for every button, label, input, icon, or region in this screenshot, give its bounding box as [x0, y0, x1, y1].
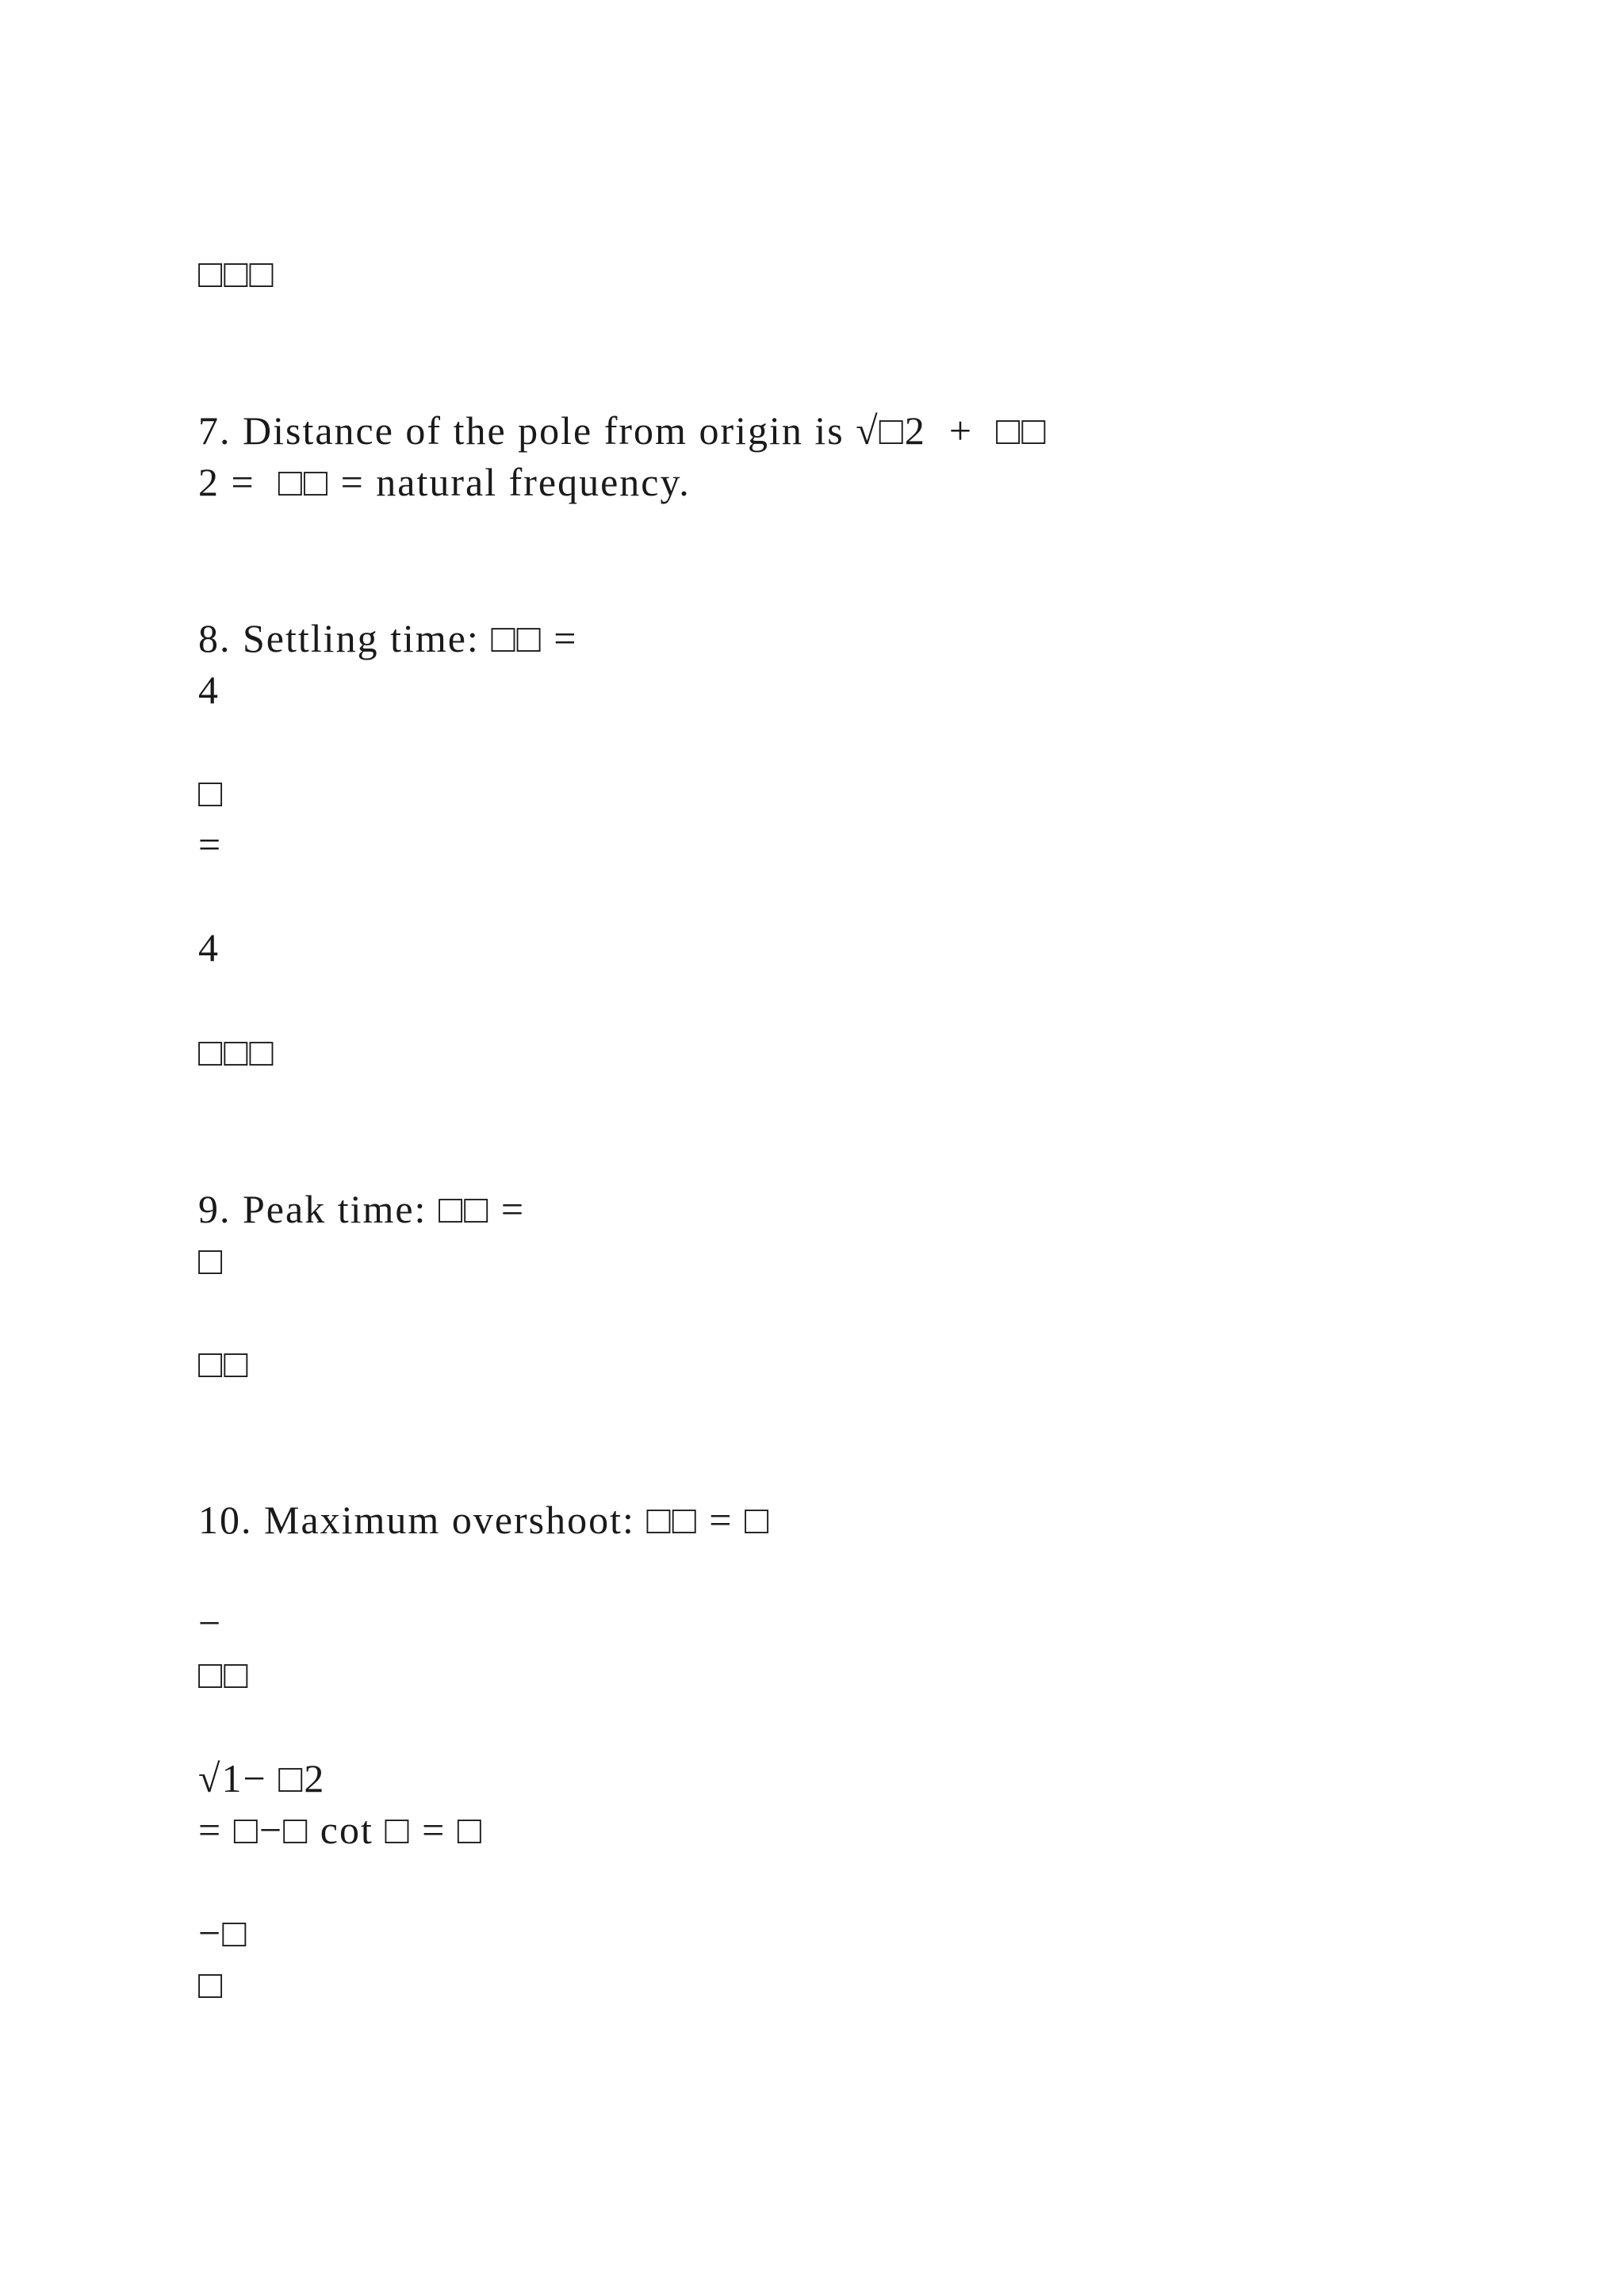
text-line: =: [198, 822, 223, 867]
text-line: □□□: [198, 1030, 275, 1074]
item-10-heading: 10. Maximum overshoot: □□ = □: [198, 1498, 771, 1542]
item-9-heading: 9. Peak time: □□ =: [198, 1187, 526, 1231]
text-line: 4: [198, 668, 220, 712]
item-7-line-2: 2 = □□ = natural frequency.: [198, 460, 691, 504]
text-line: □: [198, 1962, 224, 2007]
text-line: □□: [198, 1341, 250, 1386]
item-7-line-1: 7. Distance of the pole from origin is √□2 + □□: [198, 408, 1048, 453]
text-line: −: [198, 1601, 223, 1645]
text-line: 4: [198, 925, 220, 970]
text-line: □□□: [198, 251, 275, 296]
text-line: □: [198, 1238, 224, 1283]
item-8-heading: 8. Settling time: □□ =: [198, 616, 578, 660]
text-line: □: [198, 771, 224, 815]
text-line: □□: [198, 1652, 250, 1697]
text-line: = □−□ cot □ = □: [198, 1808, 483, 1852]
text-line: −□: [198, 1911, 248, 1955]
text-line: √1− □2: [198, 1756, 326, 1800]
